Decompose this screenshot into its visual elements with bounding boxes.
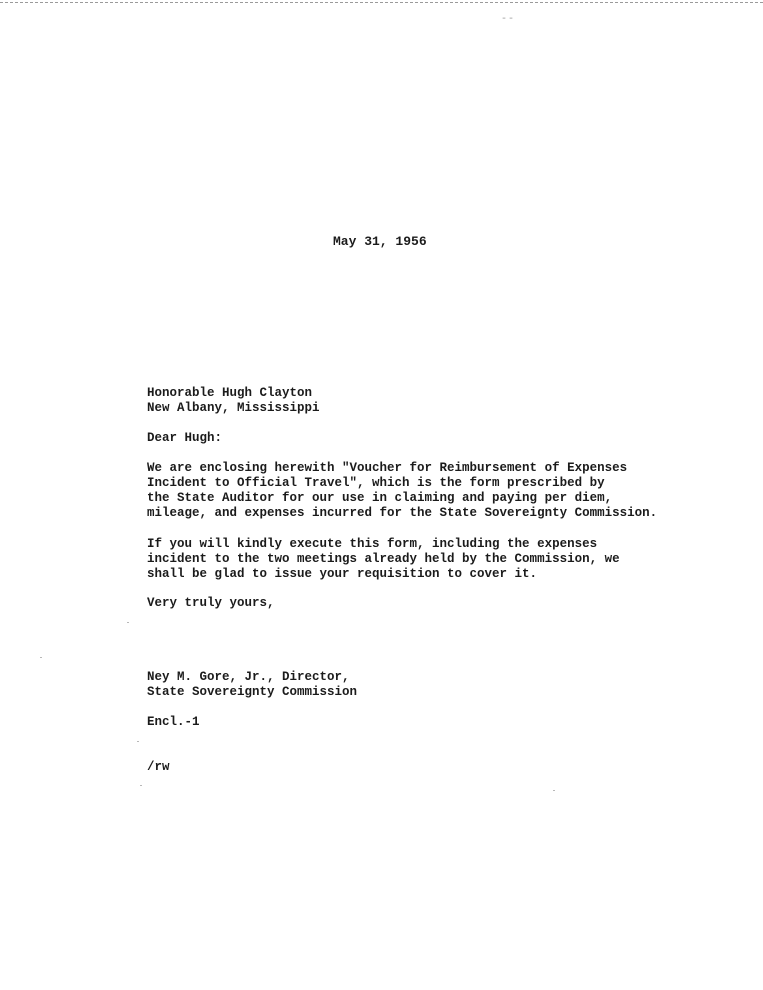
letter-date: May 31, 1956	[333, 234, 427, 249]
recipient-address	[147, 386, 727, 416]
complimentary-close: Very truly yours,	[147, 596, 275, 610]
top-mark: --	[501, 14, 516, 25]
recipient-location: New Albany, Mississippi	[147, 401, 320, 415]
recipient-name: Honorable Hugh Clayton	[147, 386, 313, 400]
scan-speck	[127, 622, 129, 623]
enclosure-note: Encl.-1	[147, 715, 200, 729]
body-paragraph-1	[147, 461, 727, 521]
paragraph-line: the State Auditor for our use in claiming and paying per diem,	[147, 491, 613, 505]
paragraph-line: mileage, and expenses incurred for the State Sovereignty Commission.	[147, 506, 658, 520]
salutation: Dear Hugh:	[147, 431, 223, 445]
signer-name: Ney M. Gore, Jr., Director,	[147, 670, 350, 684]
paragraph-line: incident to the two meetings already held by the Commission, we	[147, 552, 620, 566]
signer-organization: State Sovereignty Commission	[147, 685, 358, 699]
scan-speck	[553, 790, 555, 791]
paragraph-line: If you will kindly execute this form, including the expenses	[147, 537, 598, 551]
page-top-edge	[0, 2, 763, 3]
paragraph-line: Incident to Official Travel", which is the form prescribed by	[147, 476, 605, 490]
scan-speck	[137, 741, 139, 742]
body-paragraph-2	[147, 537, 727, 582]
paragraph-line: We are enclosing herewith "Voucher for Reimbursement of Expenses	[147, 461, 628, 475]
typist-initials: /rw	[147, 760, 170, 774]
scan-speck	[40, 657, 42, 658]
paragraph-line: shall be glad to issue your requisition to cover it.	[147, 567, 538, 581]
signature-block	[147, 670, 727, 700]
scan-speck	[140, 785, 142, 786]
